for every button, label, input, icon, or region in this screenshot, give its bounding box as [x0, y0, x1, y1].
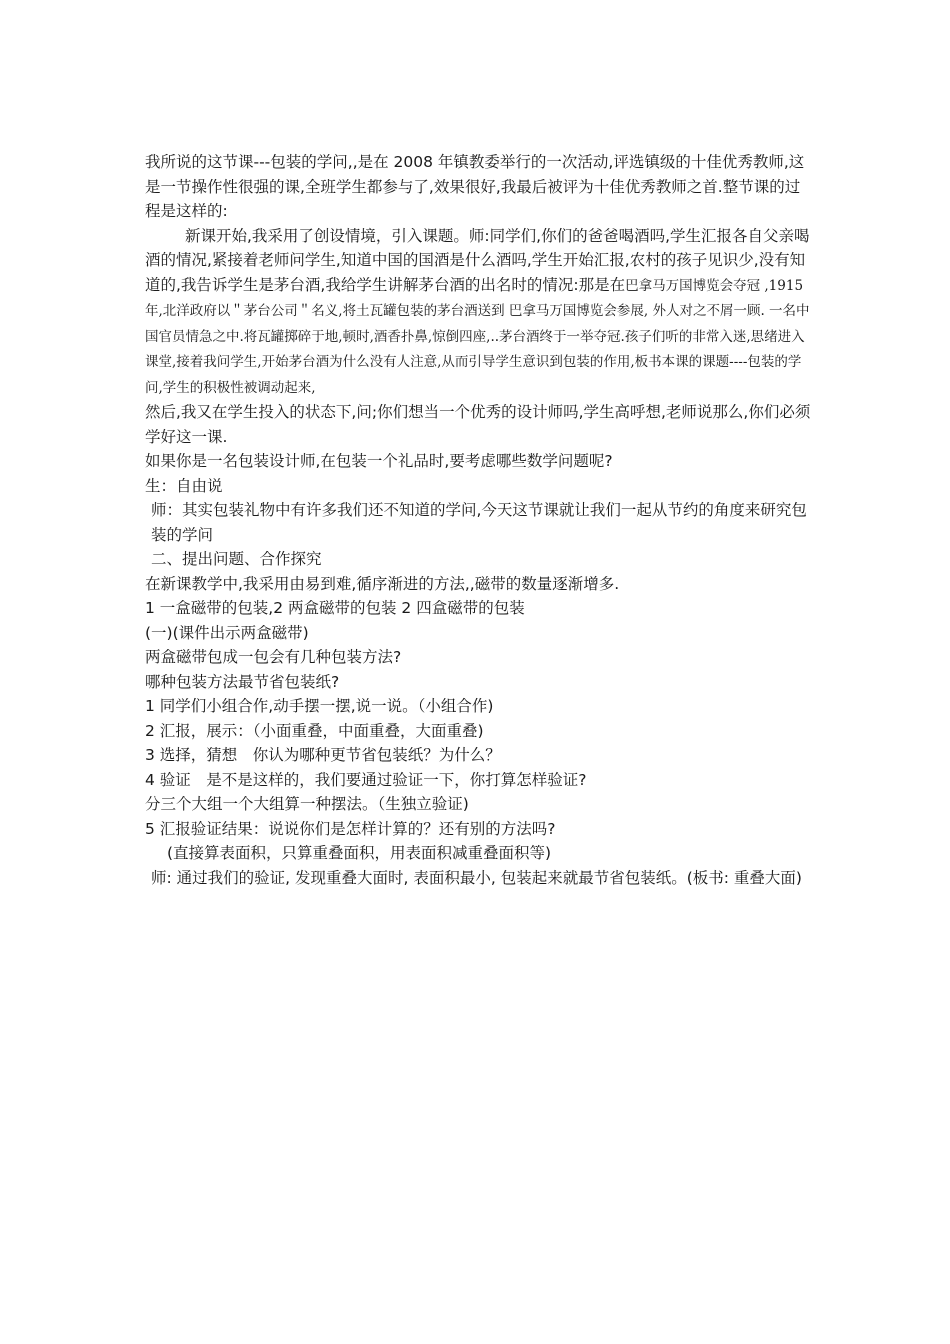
part-one-heading: (一)(课件出示两盒磁带)	[145, 623, 309, 642]
step-three-line: 3 选择，猜想 你认为哪种更节省包装纸？为什么？	[145, 746, 501, 764]
maotai-story-text: 巴拿马万国博览会夺冠 ,1915 年,北洋政府以＂茅台公司＂名义,将土瓦罐包装的茅台酒送到 巴拿马万国博览会参展, 外人对之不屑一顾. 一名中国官员情急之中.将瓦罐掷碎于地,顿时,酒香扑鼻,惊倒四座,..茅台酒终于一举夺冠.孩子们听的非常入迷,思绪进入课堂,接着我问学生,开始茅台酒为什么没有人注意,从而引导学生意识到包装的作用,板书本课的课题----包装的学问,学生的积极性被调动起来,	[145, 277, 810, 396]
intro-paragraph: 我所说的这节课---包装的学问,,是在 2008 年镇教委举行的一次活动,评选镇级的十佳优秀教师,这是一节操作性很强的课,全班学生都参与了,效果很好,我最后被评为十佳优秀教师之首.整节课的过程是这样的:	[145, 153, 805, 220]
motivation-paragraph: 然后,我又在学生投入的状态下,问;你们想当一个优秀的设计师吗,学生高呼想,老师说那么,你们必须学好这一课.	[145, 403, 811, 446]
lesson-opening-paragraph	[145, 224, 813, 401]
teacher-remark-line: 师：其实包装礼物中有许多我们还不知道的学问,今天这节课就让我们一起从节约的角度来研究包装的学问	[151, 501, 807, 544]
step-one-line: 1 同学们小组合作,动手摆一摆,说一说。（小组合作)	[145, 697, 494, 715]
question-two-line: 哪种包装方法最节省包装纸?	[145, 672, 340, 691]
step-four-line: 4 验证 是不是这样的，我们要通过验证一下，你打算怎样验证?	[145, 770, 587, 789]
steps-line: 1 一盒磁带的包装,2 两盒磁带的包装 2 四盒磁带的包装	[145, 599, 525, 617]
step-five-line: 5 汇报验证结果：说说你们是怎样计算的？还有别的方法吗?	[145, 819, 556, 838]
lesson-opening-text: 新课开始,我采用了创设情境，引入课题。师:同学们,你们的爸爸喝酒吗,学生汇报各自父亲喝酒的情况,紧接着老师问学生,知道中国的国酒是什么酒吗,学生开始汇报,农村的孩子见识少,没有知道的,我告诉学生是茅台酒,我给学生讲解茅台酒的出名时的情况:那是在	[145, 226, 810, 294]
question-one-line: 两盒磁带包成一包会有几种包装方法?	[145, 648, 402, 666]
section-heading: 二、提出问题、合作探究	[151, 550, 322, 568]
step-two-line: 2 汇报，展示：（小面重叠，中面重叠，大面重叠)	[145, 721, 484, 740]
design-question-line: 如果你是一名包装设计师,在包装一个礼品时,要考虑哪些数学问题呢?	[145, 452, 613, 470]
document-body	[145, 150, 813, 890]
step-five-detail-line: (直接算表面积，只算重叠面积，用表面积减重叠面积等)	[167, 844, 552, 862]
step-four-detail-line: 分三个大组一个大组算一种摆法。（生独立验证)	[145, 795, 469, 813]
student-answer-line: 生：自由说	[145, 476, 223, 495]
conclusion-line: 师: 通过我们的验证, 发现重叠大面时, 表面积最小, 包装起来就最节省包装纸。(板书: 重叠大面)	[151, 868, 802, 887]
method-line: 在新课教学中,我采用由易到难,循序渐进的方法,,磁带的数量逐渐增多.	[145, 574, 620, 593]
